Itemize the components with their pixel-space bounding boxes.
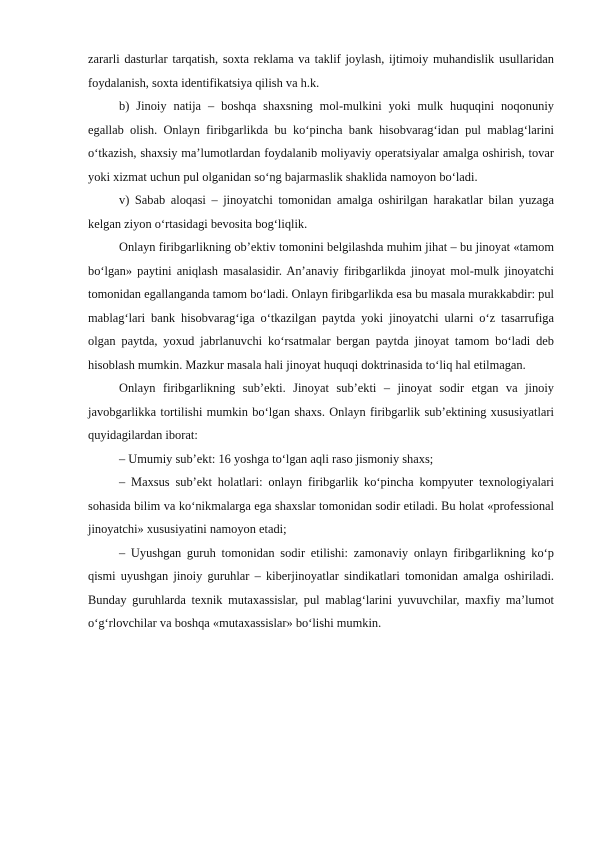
document-page [88,48,554,636]
list-item-organized-group: – Uyushgan guruh tomonidan sodir etilishi: zamonaviy onlayn firibgarlikning ko‘p qismi uyushgan jinoiy guruhlar – kiberjinoyatlar sindikatlari tomonidan amalga oshiriladi. Bunday guruhlarda texnik mutaxassislar, pul mablag‘larini yuvuvchilar, maxfiy ma’lumot o‘g‘rlovchilar va boshqa «mutaxassislar» bo‘lishi mumkin. [88,545,554,630]
paragraph-criminal-result: b) Jinoiy natija – boshqa shaxsning mol-mulkini yoki mulk huquqini noqonuniy egallab olish. Onlayn firibgarlikda bu ko‘pincha bank hisobvarag‘idan pul mablag‘larini o‘tkazish, shaxsiy ma’lumotlardan foydalanib moliyaviy operatsiyalar amalga oshirish, tovar yoki xizmat uchun pul olganidan so‘ng bajarmaslik shaklida namoyon bo‘ladi. [88,99,554,184]
paragraph-continuation: zararli dasturlar tarqatish, soxta reklama va taklif joylash, ijtimoiy muhandislik usullaridan foydalanish, soxta identifikatsiya qilish va h.k. [88,52,554,90]
paragraph-subject-intro: Onlayn firibgarlikning sub’ekti. Jinoyat sub’ekti – jinoyat sodir etgan va jinoiy javobgarlikka tortilishi mumkin bo‘lgan shaxs. Onlayn firibgarlik sub’ektining xususiyatlari quyidagilardan iborat: [88,381,554,442]
paragraph-causal-link: v) Sabab aloqasi – jinoyatchi tomonidan amalga oshirilgan harakatlar bilan yuzaga kelgan ziyon o‘rtasidagi bevosita bog‘liqlik. [88,193,554,231]
list-item-special-subject: – Maxsus sub’ekt holatlari: onlayn firibgarlik ko‘pincha kompyuter texnologiyalari sohasida bilim va ko‘nikmalarga ega shaxslar tomonidan sodir etiladi. Bu holat «professional jinoyatchi» xususiyatini namoyon etadi; [88,475,554,536]
paragraph-completion-moment: Onlayn firibgarlikning ob’ektiv tomonini belgilashda muhim jihat – bu jinoyat «tamom bo‘lgan» paytini aniqlash masalasidir. An’anaviy firibgarlikda jinoyat mol-mulk jinoyatchi tomonidan egallanganda tamom bo‘ladi. Onlayn firibgarlikda esa bu masala murakkabdir: pul mablag‘lari bank hisobvarag‘iga o‘tkazilgan paytda yoki jinoyatchi ularni o‘z tasarrufiga olgan paytda, yoxud jabrlanuvchi ko‘rsatmalar bergan paytda jinoyat tamom bo‘ladi deb hisoblash mumkin. Mazkur masala hali jinoyat huquqi doktrinasida to‘liq hal etilmagan. [88,240,554,372]
list-item-general-subject: – Umumiy sub’ekt: 16 yoshga to‘lgan aqli raso jismoniy shaxs; [119,451,434,466]
